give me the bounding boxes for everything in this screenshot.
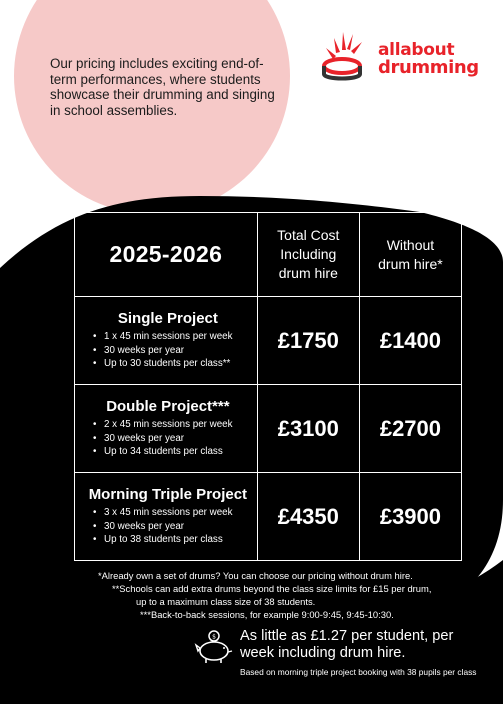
footnote-3: ***Back-to-back sessions, for example 9:00-9:45, 9:45-10:30. [140, 609, 394, 620]
without-drum-hire-header: Without drum hire* [359, 213, 461, 297]
table-row [75, 473, 462, 561]
piggy-bank-icon [194, 630, 234, 664]
brand-name-line1: allabout [378, 40, 455, 60]
promo-block [240, 628, 480, 678]
price-total: £1750 [277, 327, 339, 353]
brand-name-line2: drumming [378, 57, 479, 78]
project-bullet: • 30 weeks per year [93, 520, 253, 534]
table-header-row [75, 213, 462, 297]
project-bullet: • Up to 38 students per class [93, 533, 253, 547]
footnote-2: **Schools can add extra drums beyond the class size limits for £15 per drum, [112, 583, 432, 594]
year-heading: 2025-2026 [109, 241, 223, 267]
project-name: Double Project*** [106, 398, 230, 416]
project-bullet: • 1 x 45 min sessions per week [93, 330, 253, 344]
intro-text: Our pricing includes exciting end-of-term performances, where students showcase their drumming and singing in school assemblies. [50, 56, 275, 118]
table-row [75, 385, 462, 473]
project-name: Single Project [117, 310, 218, 328]
table-row [75, 297, 462, 385]
promo-subtext: Based on morning triple project booking with 38 pupils per class [240, 667, 477, 677]
promo-headline: As little as £1.27 per student, per week including drum hire. [240, 628, 454, 661]
footnote-1: *Already own a set of drums? You can choose our pricing without drum hire. [98, 570, 413, 581]
project-bullet: • 3 x 45 min sessions per week [93, 506, 253, 520]
price-total: £3100 [277, 415, 339, 441]
project-bullet: • Up to 30 students per class** [93, 357, 253, 371]
svg-text:$: $ [212, 633, 216, 641]
price-total: £4350 [277, 503, 339, 529]
footnote-2-cont: up to a maximum class size of 38 students. [136, 596, 316, 607]
total-cost-header: Total Cost Including drum hire [257, 213, 359, 297]
project-bullet: • Up to 34 students per class [93, 445, 253, 459]
project-name: Morning Triple Project [88, 486, 248, 504]
pricing-table [74, 212, 462, 561]
price-without: £2700 [379, 415, 442, 441]
price-without: £1400 [379, 327, 442, 353]
drum-logo-icon [320, 30, 378, 86]
project-bullet: • 2 x 45 min sessions per week [93, 418, 253, 432]
project-bullet: • 30 weeks per year [93, 344, 253, 358]
price-without: £3900 [379, 503, 442, 529]
brand-logo [320, 30, 480, 90]
project-bullet: • 30 weeks per year [93, 432, 253, 446]
